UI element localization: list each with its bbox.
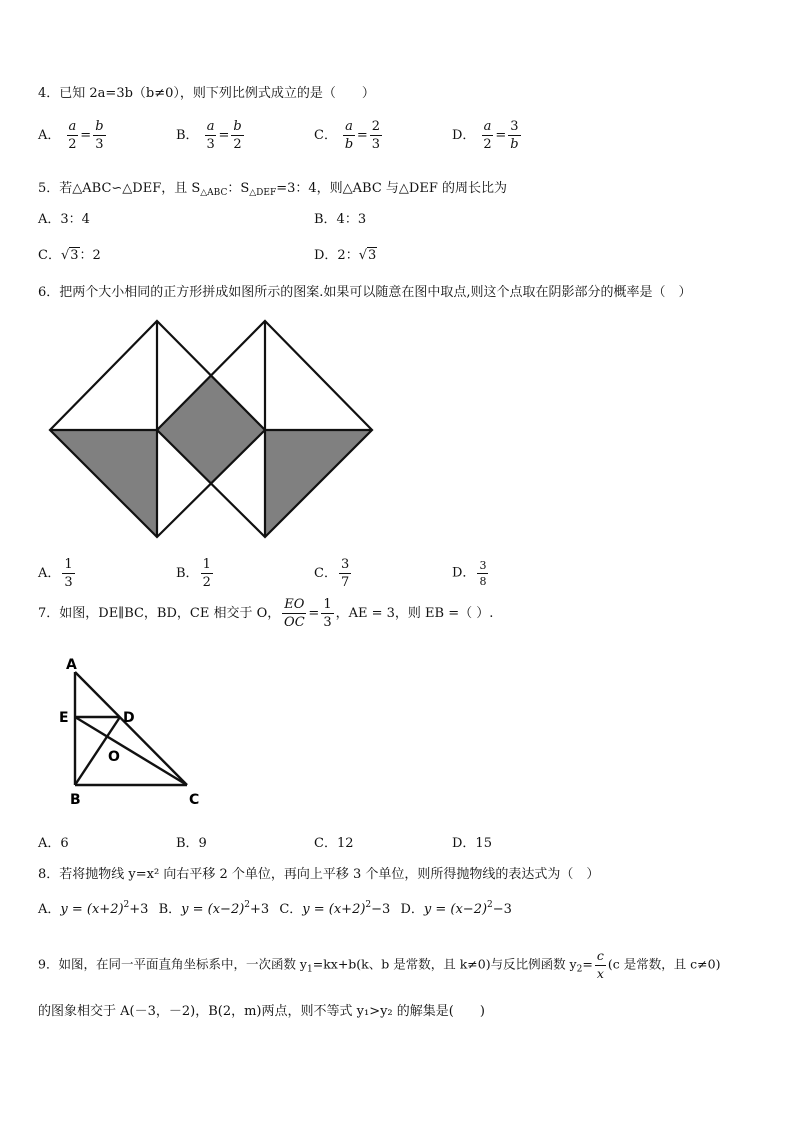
q6-c-label: C．	[314, 566, 337, 581]
q4-option-b-label: B．	[176, 128, 199, 143]
q4-option-c[interactable]: C． $\frac{a}{b}$ = $\frac{2}{3}$	[314, 119, 381, 152]
label-a: A	[66, 657, 77, 673]
q7-stem-a: 7．如图，DE∥BC，BD，CE 相交于 O，	[38, 606, 281, 621]
q4-option-b[interactable]: B． $\frac{a}{3}$ = $\frac{b}{2}$	[176, 119, 242, 152]
q7-frac-den: OC	[284, 615, 305, 630]
q7-option-a[interactable]: A．6	[38, 836, 69, 851]
label-b: B	[70, 792, 81, 808]
q8-a-pow: 2	[123, 900, 130, 910]
label-o: O	[108, 749, 120, 765]
q5-stem-a: 5．若△ABC∽△DEF，且 S	[38, 181, 201, 196]
q9-frac-den: x	[596, 965, 604, 981]
q7-frac-num: EO	[284, 597, 305, 612]
q5-sub1: △ABC	[200, 188, 228, 198]
q6b-den: 2	[202, 575, 211, 590]
q8-c-expr: y = (x+2)	[302, 902, 366, 917]
q4b-n2: b	[233, 119, 242, 134]
q6-option-c[interactable]	[314, 558, 353, 589]
q8-options	[38, 898, 512, 917]
q5-c-pre: C．	[38, 248, 61, 263]
q4-option-c-label: C．	[314, 128, 337, 143]
q8-option-d[interactable]	[400, 902, 511, 917]
q6b-num: 1	[202, 557, 211, 572]
q8-b-pow: 2	[244, 900, 251, 910]
q6-d-label: D．	[452, 565, 476, 581]
label-e: E	[59, 710, 69, 726]
q6-stem: 6．把两个大小相同的正方形拼成如图所示的图案.如果可以随意在图中取点,则这个点取在阴影部分的概率是（ ）	[38, 285, 692, 300]
q4a-d2: 3	[95, 137, 104, 152]
q8-b-tail: +3	[250, 902, 270, 917]
q7-val-den: 3	[323, 615, 332, 630]
q4-option-d[interactable]: D． $\frac{a}{2}$ = $\frac{3}{b}$	[452, 119, 519, 152]
q6c-num: 3	[340, 557, 350, 572]
q8-a-expr: y = (x+2)	[60, 902, 124, 917]
q8-d-expr: y = (x−2)	[423, 902, 488, 917]
q6a-den: 3	[64, 575, 73, 590]
q9-frac-num: c	[595, 950, 606, 966]
q5-option-b[interactable]: B．4：3	[314, 212, 367, 227]
q4-stem: 4．已知 2a=3b（b≠0），则下列比例式成立的是（ ）	[38, 86, 375, 101]
q4d-n2: 3	[510, 119, 519, 134]
q4d-d1: 2	[483, 137, 492, 152]
q5-mid: ：S	[227, 181, 250, 196]
q9-line2: 的图象相交于 A(－3，－2)，B(2，m)两点，则不等式 y₁>y₂ 的解集是( )	[38, 1004, 485, 1019]
q7-option-d[interactable]: D．15	[452, 836, 492, 851]
q9-line1-d: (c 是常数，且 c≠0)	[607, 956, 721, 972]
q7-option-c[interactable]: C．12	[314, 836, 354, 851]
q4b-d1: 3	[206, 137, 215, 152]
q5-sub2: △DEF	[249, 188, 277, 198]
q4a-d1: 2	[68, 137, 77, 152]
q6-option-b[interactable]	[176, 558, 215, 589]
q9-sub1: 1	[307, 964, 313, 975]
q5-c-post: ：2	[79, 248, 101, 263]
q5-c-rad: 3	[70, 248, 79, 263]
shaded-center-square	[157, 376, 265, 484]
q8-option-a[interactable]	[38, 902, 148, 917]
q8-b-label: B．	[158, 902, 182, 917]
q4b-d2: 2	[233, 137, 242, 152]
q6-option-a[interactable]	[38, 558, 77, 589]
q8-option-c[interactable]	[279, 902, 390, 917]
q4d-d2: b	[510, 137, 519, 152]
q5-stem-b: =3：4，则△ABC 与△DEF 的周长比为	[276, 181, 507, 196]
q4-option-a[interactable]: A． $\frac{a}{2}$ = $\frac{b}{3}$	[38, 119, 104, 152]
q5-d-rad: 3	[368, 248, 377, 263]
q7-stem	[38, 598, 493, 629]
q5-stem	[38, 177, 507, 198]
q5-option-d[interactable]: D．2：√3	[314, 248, 377, 263]
q6-b-label: B．	[176, 566, 199, 581]
q4c-d2: 3	[371, 137, 381, 152]
q8-d-pow: 2	[487, 900, 493, 910]
q8-c-label: C．	[279, 902, 303, 917]
q8-stem: 8．若将抛物线 y=x² 向右平移 2 个单位，再向上平移 3 个单位，则所得抛物线的表达式为（ ）	[38, 867, 600, 882]
q9-line1	[38, 950, 721, 980]
q9-line1-c: =	[582, 956, 593, 972]
q4c-d1: b	[344, 137, 354, 152]
q4-option-a-label: A．	[38, 128, 61, 143]
q6c-den: 7	[340, 575, 350, 590]
q6a-num: 1	[64, 557, 73, 572]
q9-line1-b: =kx+b(k、b 是常数，且 k≠0)与反比例函数 y	[312, 956, 577, 972]
q8-d-tail: −3	[492, 902, 512, 917]
q8-option-b[interactable]	[159, 902, 270, 917]
q7-stem-b: ，AE = 3，则 EB =（ ）.	[335, 606, 494, 621]
q7-option-b[interactable]: B．9	[176, 836, 207, 851]
q8-c-tail: −3	[371, 902, 391, 917]
label-c: C	[189, 792, 200, 808]
q9-line1-a: 9．如图，在同一平面直角坐标系中，一次函数 y	[38, 956, 307, 972]
q6d-den: 8	[479, 575, 487, 588]
q7-val-num: 1	[323, 597, 332, 612]
q8-a-tail: +3	[129, 902, 149, 917]
q8-d-label: D．	[400, 902, 424, 917]
q4c-n2: 2	[371, 119, 381, 134]
q7-eq: =	[308, 606, 320, 621]
q6-a-label: A．	[38, 566, 61, 581]
q5-option-a[interactable]: A．3：4	[38, 212, 90, 227]
q6-figure	[40, 312, 385, 544]
q4-option-d-label: D．	[452, 128, 476, 143]
q8-a-label: A．	[38, 902, 61, 917]
q4b-n1: a	[206, 119, 215, 134]
q6-option-d[interactable]	[452, 560, 490, 587]
q5-option-c[interactable]: C．√3：2	[38, 248, 101, 263]
q8-c-pow: 2	[365, 900, 372, 910]
q8-b-expr: y = (x−2)	[181, 902, 245, 917]
q4a-n2: b	[95, 119, 104, 134]
q5-d-pre: D．2：	[314, 248, 359, 263]
q4d-n1: a	[483, 119, 492, 134]
q4c-n1: a	[345, 119, 353, 134]
q6d-num: 3	[479, 559, 487, 572]
q4a-n1: a	[68, 119, 77, 134]
label-d: D	[123, 710, 135, 726]
q7-figure	[60, 655, 210, 810]
q9-sub2: 2	[576, 964, 583, 975]
